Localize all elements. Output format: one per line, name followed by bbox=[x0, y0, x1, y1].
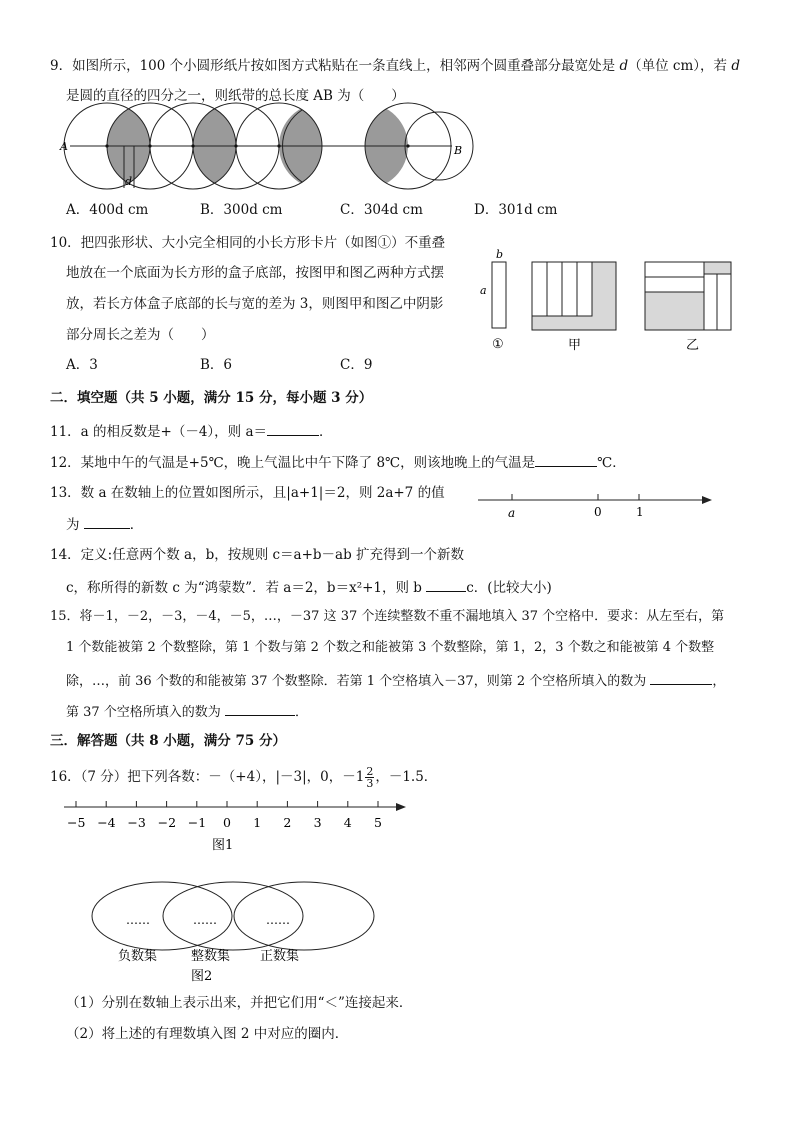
q10-option-a: A．3 bbox=[66, 357, 98, 373]
tick-label: −1 bbox=[187, 815, 207, 830]
positive-set-dots: …… bbox=[266, 913, 290, 927]
q9-option-c: C．304d cm bbox=[340, 202, 423, 218]
q15-answer-blank-2[interactable] bbox=[225, 701, 295, 716]
q10-line3: 放，若长方体盒子底部的长与宽的差为 3，则图甲和图乙中阴影 bbox=[66, 296, 444, 312]
axis-label-0: 0 bbox=[594, 505, 602, 519]
q13-answer-blank[interactable] bbox=[84, 514, 130, 529]
integer-set-label: 整数集 bbox=[191, 949, 231, 964]
tick-label: 0 bbox=[223, 815, 231, 830]
q9-line1: 9．如图所示，100 个小圆形纸片按如图方式粘贴在一条直线上，相邻两个圆重叠部分最宽处是 d（单位 cm），若 d bbox=[50, 58, 740, 74]
q13-line2: 为 ． bbox=[66, 514, 143, 534]
tick-label: 5 bbox=[374, 815, 382, 830]
figure-one-label: ① bbox=[492, 337, 504, 352]
q9-line2: 是圆的直径的四分之一，则纸带的总长度 AB 为（ ） bbox=[66, 88, 405, 104]
q9-option-d: D．301d cm bbox=[474, 202, 558, 218]
negative-set-label: 负数集 bbox=[118, 949, 158, 964]
tick-label: −5 bbox=[67, 815, 86, 830]
q15-line4: 第 37 个空格所填入的数为 ． bbox=[66, 701, 308, 722]
q16-prompt: 16．（7 分）把下列各数：－（+4），|－3|，0，－1 $\frac{2}{3}$ ，－1.5． bbox=[50, 765, 438, 790]
tick-label: 1 bbox=[253, 815, 262, 830]
section-2-heading: 二．填空题（共 5 小题，满分 15 分，每小题 3 分） bbox=[50, 390, 373, 406]
tick-label: −2 bbox=[157, 815, 177, 830]
axis-label-1: 1 bbox=[636, 505, 644, 519]
tick-label: 2 bbox=[283, 815, 292, 830]
q10-option-c: C．9 bbox=[340, 357, 373, 373]
figure-jia-label: 甲 bbox=[568, 338, 582, 353]
q15-line3: 除，…，前 36 个数的和能被第 37 个数整除．若第 1 个空格填入－37，则第 2 个空格所填入的数为 ， bbox=[66, 670, 725, 691]
figure-1-caption: 图1 bbox=[212, 838, 234, 853]
q9-option-b: B．300d cm bbox=[200, 202, 283, 218]
q13-line1: 13．数 a 在数轴上的位置如图所示，且|a+1|＝2，则 2a+7 的值 bbox=[50, 485, 445, 501]
card-length-label: a bbox=[480, 284, 487, 297]
tick-label: −4 bbox=[97, 815, 116, 830]
q13-number-line bbox=[478, 490, 728, 520]
fraction-two-thirds: $\frac{2}{3}$ bbox=[366, 765, 374, 790]
q16-sub2: （2）将上述的有理数填入图 2 中对应的圈内． bbox=[66, 1026, 349, 1042]
q15-line2: 1 个数能被第 2 个数整除，第 1 个数与第 2 个数之和能被第 3 个数整除，第 1，2，3 个数之和能被第 4 个数整 bbox=[66, 640, 715, 655]
q9-circles-figure bbox=[62, 112, 492, 192]
card-width-label: b bbox=[496, 248, 504, 261]
q15-answer-blank-1[interactable] bbox=[650, 670, 712, 685]
q12-answer-blank[interactable] bbox=[535, 452, 597, 467]
tick-label: 4 bbox=[343, 815, 352, 830]
q10-line1: 10．把四张形状、大小完全相同的小长方形卡片（如图①）不重叠 bbox=[50, 235, 446, 251]
tick-label: 3 bbox=[313, 815, 322, 830]
q10-line2: 地放在一个底面为长方形的盒子底部，按图甲和图乙两种方式摆 bbox=[66, 265, 444, 281]
q16-sub1: （1）分别在数轴上表示出来，并把它们用“＜”连接起来． bbox=[66, 995, 413, 1011]
q15-line1: 15．将－1，－2，－3，－4，－5，…，－37 这 37 个连续整数不重不漏地填入 37 个空格中．要求：从左至右，第 bbox=[50, 609, 725, 624]
q12: 12．某地中午的气温是+5℃，晚上气温比中午下降了 8℃，则该地晚上的气温是 ℃． bbox=[50, 452, 626, 472]
section-3-heading: 三．解答题（共 8 小题，满分 75 分） bbox=[50, 733, 286, 749]
figure-2-caption: 图2 bbox=[191, 969, 213, 984]
q11-answer-blank[interactable] bbox=[267, 421, 319, 436]
q9-option-a: A．400d cm bbox=[66, 202, 149, 218]
point-a-label: A bbox=[60, 140, 68, 153]
q16-number-line bbox=[62, 795, 422, 855]
q14-line1: 14．定义:任意两个数 a，b，按规则 c＝a+b－ab 扩充得到一个新数 bbox=[50, 547, 465, 563]
q11: 11．a 的相反数是+（－4），则 a＝ ． bbox=[50, 421, 333, 441]
positive-set-label: 正数集 bbox=[260, 949, 300, 964]
tick-label: −3 bbox=[127, 815, 146, 830]
figure-yi-label: 乙 bbox=[686, 338, 700, 353]
q14-answer-blank[interactable] bbox=[426, 577, 466, 592]
point-b-label: B bbox=[454, 144, 463, 157]
q10-line4: 部分周长之差为（ ） bbox=[66, 327, 215, 343]
overlap-d-label: d bbox=[125, 175, 133, 188]
integer-set-dots: …… bbox=[193, 913, 217, 927]
axis-label-a: a bbox=[508, 506, 516, 520]
q10-option-b: B．6 bbox=[200, 357, 233, 373]
q16-venn-diagram bbox=[90, 880, 350, 990]
negative-set-dots: …… bbox=[126, 913, 150, 927]
q10-figures bbox=[474, 248, 734, 360]
q14-line2: c，称所得的新数 c 为“鸿蒙数”．若 a＝2，b＝x²+1，则 b c．(比较大小) bbox=[66, 577, 552, 597]
